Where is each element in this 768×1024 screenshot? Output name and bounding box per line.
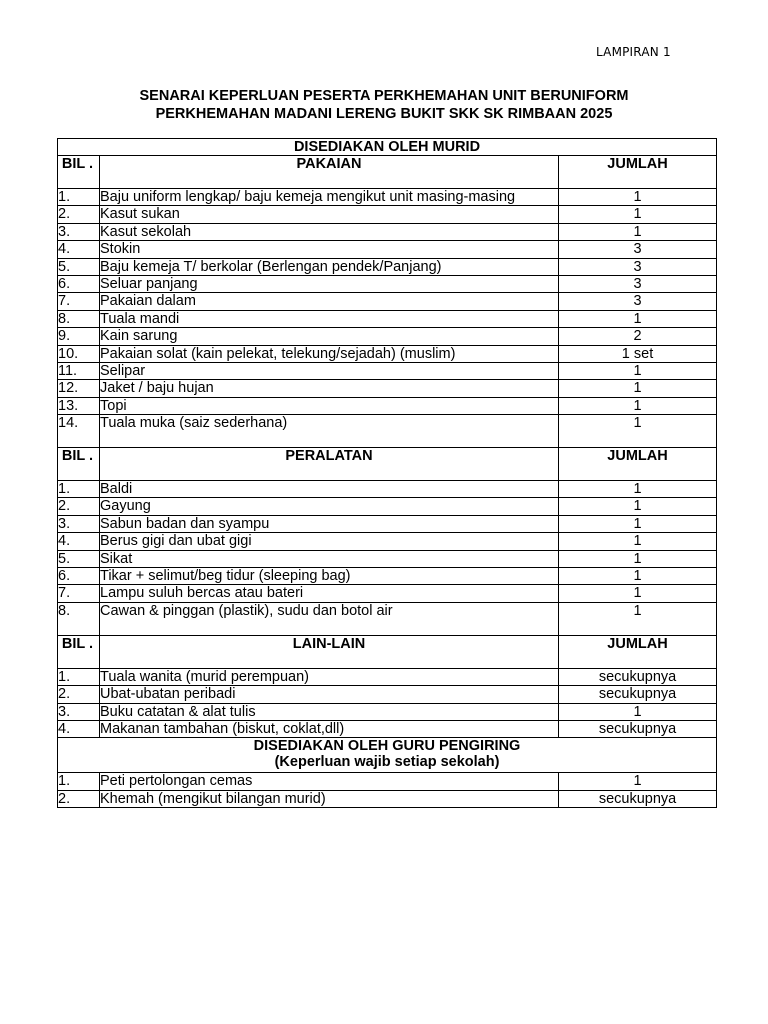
row-quantity: secukupnya	[559, 686, 717, 703]
row-quantity: 1	[559, 380, 717, 397]
row-number: 2.	[58, 790, 100, 807]
row-number: 6.	[58, 568, 100, 585]
row-item: Baldi	[100, 481, 559, 498]
table-row	[58, 380, 717, 397]
row-item: Kasut sekolah	[100, 223, 559, 240]
table-row	[58, 585, 717, 602]
row-number: 7.	[58, 585, 100, 602]
col-header-bil: BIL .	[58, 448, 100, 481]
table-row	[58, 568, 717, 585]
document-title	[0, 87, 768, 123]
table-row	[58, 773, 717, 790]
row-quantity: 1	[559, 550, 717, 567]
row-item: Baju uniform lengkap/ baju kemeja mengikut unit masing-masing	[100, 189, 559, 206]
row-quantity: secukupnya	[559, 668, 717, 685]
table-row	[58, 241, 717, 258]
table-row	[58, 703, 717, 720]
row-quantity: 1	[559, 481, 717, 498]
row-number: 4.	[58, 241, 100, 258]
row-quantity: 1	[559, 397, 717, 414]
row-item: Berus gigi dan ubat gigi	[100, 533, 559, 550]
row-quantity: 3	[559, 293, 717, 310]
table-row	[58, 397, 717, 414]
table-row	[58, 668, 717, 685]
requirements-table	[57, 138, 717, 808]
row-item: Pakaian solat (kain pelekat, telekung/sejadah) (muslim)	[100, 345, 559, 362]
row-item: Kain sarung	[100, 328, 559, 345]
header-row-pakaian	[58, 156, 717, 189]
row-number: 1.	[58, 668, 100, 685]
row-item: Stokin	[100, 241, 559, 258]
table-row	[58, 515, 717, 532]
row-quantity: 3	[559, 258, 717, 275]
table-row	[58, 293, 717, 310]
row-number: 9.	[58, 328, 100, 345]
col-header-peralatan: PERALATAN	[100, 448, 559, 481]
table-row	[58, 328, 717, 345]
row-quantity: 1	[559, 703, 717, 720]
table-row	[58, 498, 717, 515]
row-item: Tuala muka (saiz sederhana)	[100, 415, 559, 448]
table-row	[58, 550, 717, 567]
row-quantity: 1	[559, 223, 717, 240]
row-item: Topi	[100, 397, 559, 414]
row-quantity: secukupnya	[559, 720, 717, 737]
row-number: 5.	[58, 550, 100, 567]
row-number: 12.	[58, 380, 100, 397]
table-row	[58, 720, 717, 737]
row-number: 11.	[58, 362, 100, 379]
row-item: Cawan & pinggan (plastik), sudu dan botol air	[100, 602, 559, 635]
row-quantity: 1	[559, 362, 717, 379]
table-row	[58, 345, 717, 362]
row-quantity: 3	[559, 275, 717, 292]
row-quantity: 3	[559, 241, 717, 258]
row-number: 3.	[58, 223, 100, 240]
row-item: Selipar	[100, 362, 559, 379]
row-number: 13.	[58, 397, 100, 414]
row-quantity: 1	[559, 585, 717, 602]
requirements-table-body	[58, 139, 717, 808]
row-item: Baju kemeja T/ berkolar (Berlengan pendek/Panjang)	[100, 258, 559, 275]
row-item: Jaket / baju hujan	[100, 380, 559, 397]
row-quantity: 1	[559, 415, 717, 448]
row-quantity: 1	[559, 498, 717, 515]
row-item: Khemah (mengikut bilangan murid)	[100, 790, 559, 807]
row-number: 1.	[58, 481, 100, 498]
row-number: 2.	[58, 498, 100, 515]
table-row	[58, 206, 717, 223]
row-quantity: 1	[559, 533, 717, 550]
col-header-jumlah: JUMLAH	[559, 635, 717, 668]
table-row	[58, 223, 717, 240]
attachment-label: LAMPIRAN 1	[596, 45, 671, 59]
table-row	[58, 533, 717, 550]
row-number: 1.	[58, 773, 100, 790]
row-quantity: 1	[559, 310, 717, 327]
row-item: Lampu suluh bercas atau bateri	[100, 585, 559, 602]
row-number: 10.	[58, 345, 100, 362]
row-number: 4.	[58, 533, 100, 550]
table-row	[58, 189, 717, 206]
row-item: Sikat	[100, 550, 559, 567]
section-row-murid	[58, 139, 717, 156]
row-quantity: 1	[559, 515, 717, 532]
section-title-murid: DISEDIAKAN OLEH MURID	[58, 139, 717, 156]
row-number: 4.	[58, 720, 100, 737]
row-item: Tuala wanita (murid perempuan)	[100, 668, 559, 685]
row-quantity: secukupnya	[559, 790, 717, 807]
row-item: Peti pertolongan cemas	[100, 773, 559, 790]
row-number: 3.	[58, 515, 100, 532]
row-quantity: 1	[559, 773, 717, 790]
table-row	[58, 481, 717, 498]
row-number: 7.	[58, 293, 100, 310]
row-number: 1.	[58, 189, 100, 206]
row-item: Ubat-ubatan peribadi	[100, 686, 559, 703]
title-line-2: PERKHEMAHAN MADANI LERENG BUKIT SKK SK RIMBAAN 2025	[155, 106, 613, 122]
row-quantity: 1 set	[559, 345, 717, 362]
row-item: Makanan tambahan (biskut, coklat,dll)	[100, 720, 559, 737]
col-header-bil: BIL .	[58, 635, 100, 668]
col-header-bil: BIL .	[58, 156, 100, 189]
table-row	[58, 362, 717, 379]
row-quantity: 1	[559, 568, 717, 585]
table-row	[58, 790, 717, 807]
header-row-lain-lain	[58, 635, 717, 668]
row-item: Buku catatan & alat tulis	[100, 703, 559, 720]
row-number: 6.	[58, 275, 100, 292]
table-row	[58, 275, 717, 292]
row-quantity: 1	[559, 602, 717, 635]
row-number: 5.	[58, 258, 100, 275]
section-title-guru-line2: (Keperluan wajib setiap sekolah)	[274, 754, 500, 771]
row-item: Tikar + selimut/beg tidur (sleeping bag)	[100, 568, 559, 585]
row-item: Pakaian dalam	[100, 293, 559, 310]
row-number: 2.	[58, 206, 100, 223]
section-row-guru	[58, 738, 717, 773]
row-quantity: 2	[559, 328, 717, 345]
row-number: 3.	[58, 703, 100, 720]
section-title-guru-line1: DISEDIAKAN OLEH GURU PENGIRING	[253, 738, 521, 755]
section-title-guru	[58, 738, 717, 773]
table-row	[58, 310, 717, 327]
row-item: Kasut sukan	[100, 206, 559, 223]
table-row	[58, 415, 717, 448]
row-quantity: 1	[559, 206, 717, 223]
row-number: 14.	[58, 415, 100, 448]
row-quantity: 1	[559, 189, 717, 206]
table-row	[58, 602, 717, 635]
row-item: Gayung	[100, 498, 559, 515]
row-item: Seluar panjang	[100, 275, 559, 292]
col-header-jumlah: JUMLAH	[559, 156, 717, 189]
col-header-pakaian: PAKAIAN	[100, 156, 559, 189]
header-row-peralatan	[58, 448, 717, 481]
table-row	[58, 258, 717, 275]
row-number: 8.	[58, 310, 100, 327]
table-row	[58, 686, 717, 703]
row-item: Sabun badan dan syampu	[100, 515, 559, 532]
row-number: 2.	[58, 686, 100, 703]
row-number: 8.	[58, 602, 100, 635]
col-header-jumlah: JUMLAH	[559, 448, 717, 481]
title-line-1: SENARAI KEPERLUAN PESERTA PERKHEMAHAN UNIT BERUNIFORM	[139, 88, 629, 104]
row-item: Tuala mandi	[100, 310, 559, 327]
col-header-lain-lain: LAIN-LAIN	[100, 635, 559, 668]
